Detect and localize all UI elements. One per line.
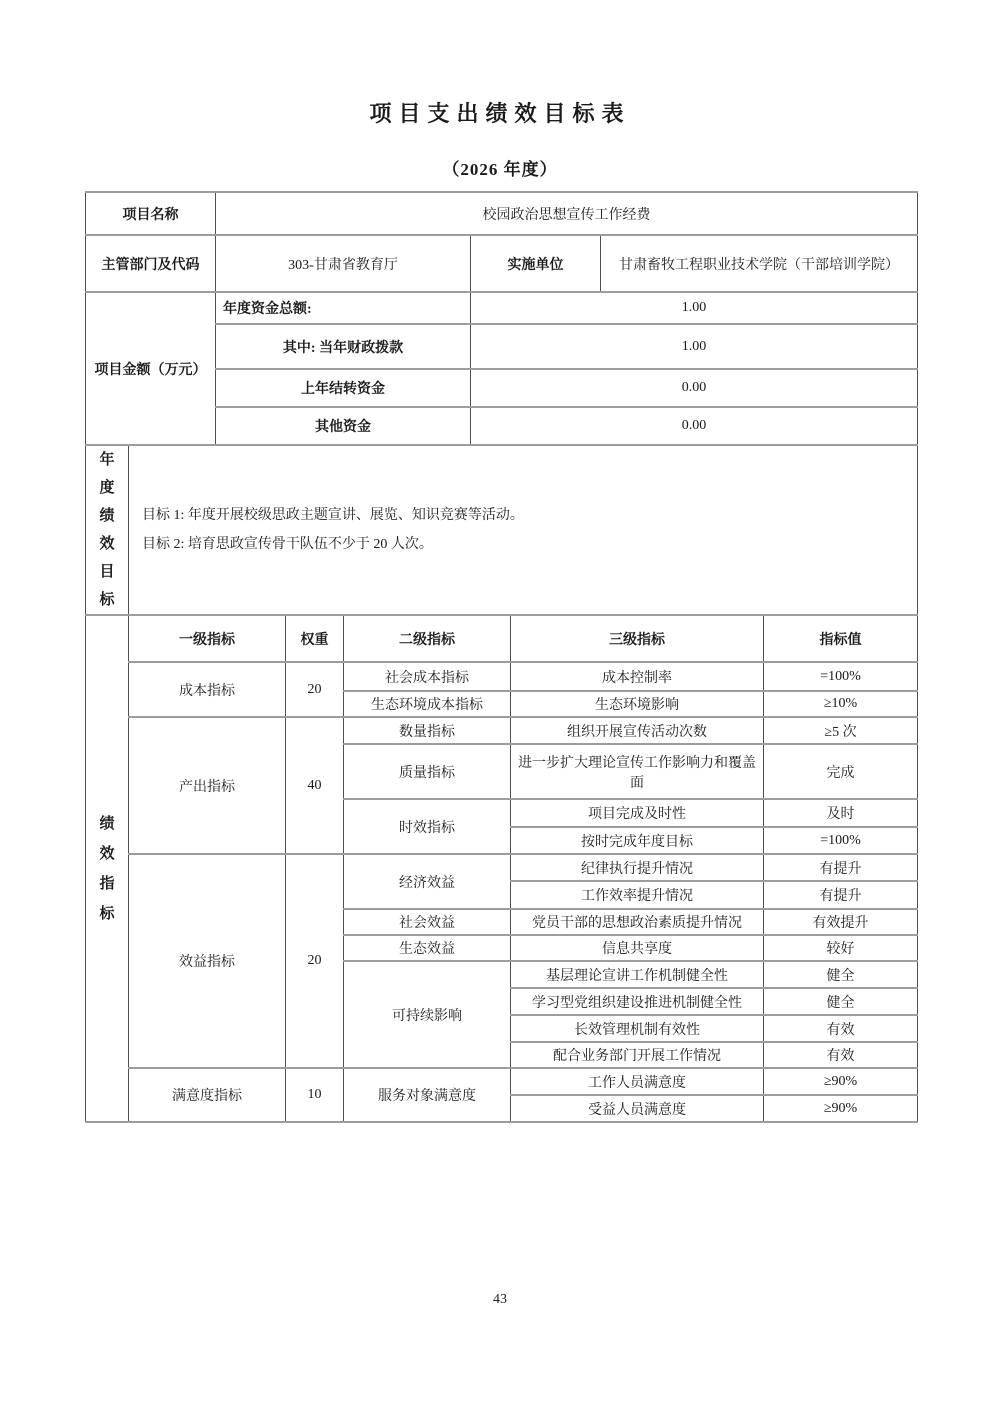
indicator-value-cell: 较好: [764, 935, 918, 961]
indicators-label-cell: [86, 615, 129, 1122]
impl-unit-value: 甘肃畜牧工程职业技术学院（干部培训学院）: [601, 235, 918, 292]
amount-row-label: 上年结转资金: [216, 369, 471, 407]
header-level3: 三级指标: [511, 615, 764, 662]
indicator-value-cell: 有效: [764, 1042, 918, 1068]
amount-row-label: 年度资金总额:: [216, 292, 471, 324]
impl-unit-label: 实施单位: [471, 235, 601, 292]
project-name-value: 校园政治思想宣传工作经费: [216, 192, 918, 235]
indicator-l2-cell: 生态环境成本指标: [344, 691, 511, 717]
indicator-weight-cell: 20: [286, 662, 344, 717]
indicator-l2-cell: 可持续影响: [344, 961, 511, 1068]
indicator-l1-cell: 成本指标: [129, 662, 286, 717]
annual-goals-label-cell: [86, 445, 129, 615]
indicator-l2-cell: 服务对象满意度: [344, 1068, 511, 1122]
annual-goals-table: [85, 444, 918, 616]
amount-row-value: 1.00: [471, 292, 918, 324]
indicator-value-cell: ≥10%: [764, 691, 918, 717]
indicator-l3-cell: 受益人员满意度: [511, 1095, 764, 1122]
goal-line: 目标 1: 年度开展校级思政主题宣讲、展览、知识竞赛等活动。: [142, 508, 524, 523]
indicator-l3-cell: 工作人员满意度: [511, 1068, 764, 1095]
indicator-value-cell: 有效: [764, 1015, 918, 1042]
project-info-table: [85, 191, 918, 446]
indicator-value-cell: 有效提升: [764, 909, 918, 935]
indicator-value-cell: ≥5 次: [764, 717, 918, 744]
table-row: [86, 235, 918, 292]
header-level2: 二级指标: [344, 615, 511, 662]
page-title: 项目支出绩效目标表: [369, 101, 631, 126]
project-name-label: 项目名称: [86, 192, 216, 235]
indicator-l1-cell: 效益指标: [129, 854, 286, 1068]
indicator-l1-cell: 产出指标: [129, 717, 286, 854]
indicator-l3-cell: 生态环境影响: [511, 691, 764, 717]
amount-row-value: 0.00: [471, 369, 918, 407]
indicator-value-cell: 健全: [764, 961, 918, 988]
indicator-weight-cell: 20: [286, 854, 344, 1068]
amount-row-label: 其中: 当年财政拨款: [216, 324, 471, 369]
table-row: [86, 854, 918, 881]
indicator-l3-cell: 项目完成及时性: [511, 799, 764, 827]
indicator-value-cell: =100%: [764, 662, 918, 691]
indicators-table: [85, 614, 918, 1123]
table-row: [86, 192, 918, 235]
indicator-value-cell: 及时: [764, 799, 918, 827]
indicator-l2-cell: 经济效益: [344, 854, 511, 909]
page-number: 43: [493, 1292, 507, 1307]
amount-label: 项目金额（万元）: [86, 292, 216, 445]
dept-value: 303-甘肃省教育厅: [216, 235, 471, 292]
amount-row-value: 1.00: [471, 324, 918, 369]
indicator-l3-cell: 工作效率提升情况: [511, 881, 764, 909]
indicator-value-cell: 健全: [764, 988, 918, 1015]
indicator-l3-cell: 长效管理机制有效性: [511, 1015, 764, 1042]
indicator-weight-cell: 10: [286, 1068, 344, 1122]
header-weight: 权重: [286, 615, 344, 662]
dept-label: 主管部门及代码: [86, 235, 216, 292]
indicator-value-cell: ≥90%: [764, 1068, 918, 1095]
indicator-l1-cell: 满意度指标: [129, 1068, 286, 1122]
amount-row-value: 0.00: [471, 407, 918, 445]
table-row: [86, 615, 918, 662]
table-row: [86, 1068, 918, 1095]
indicator-value-cell: 有提升: [764, 881, 918, 909]
indicator-l3-cell: 组织开展宣传活动次数: [511, 717, 764, 744]
indicator-l3-cell: 信息共享度: [511, 935, 764, 961]
indicator-value-cell: =100%: [764, 827, 918, 854]
indicator-l3-cell: 进一步扩大理论宣传工作影响力和覆盖面: [511, 744, 764, 799]
indicator-l2-cell: 生态效益: [344, 935, 511, 961]
indicator-l3-cell: 按时完成年度目标: [511, 827, 764, 854]
indicator-l2-cell: 社会成本指标: [344, 662, 511, 691]
indicators-label: 绩效指标: [99, 815, 115, 922]
indicator-l3-cell: 基层理论宣讲工作机制健全性: [511, 961, 764, 988]
annual-goals-content: [129, 445, 918, 615]
table-row: [86, 662, 918, 691]
indicator-l3-cell: 党员干部的思想政治素质提升情况: [511, 909, 764, 935]
header-level1: 一级指标: [129, 615, 286, 662]
annual-goals-label: 年度绩效目标: [99, 452, 115, 608]
indicator-l3-cell: 纪律执行提升情况: [511, 854, 764, 881]
indicator-value-cell: 有提升: [764, 854, 918, 881]
amount-row-label: 其他资金: [216, 407, 471, 445]
table-row: [86, 292, 918, 324]
indicator-l3-cell: 配合业务部门开展工作情况: [511, 1042, 764, 1068]
table-row: [86, 717, 918, 744]
indicator-l3-cell: 学习型党组织建设推进机制健全性: [511, 988, 764, 1015]
indicator-l2-cell: 社会效益: [344, 909, 511, 935]
indicator-value-cell: ≥90%: [764, 1095, 918, 1122]
page-subtitle: （2026 年度）: [442, 160, 558, 179]
indicator-weight-cell: 40: [286, 717, 344, 854]
table-row: [86, 445, 918, 615]
indicator-value-cell: 完成: [764, 744, 918, 799]
header-value: 指标值: [764, 615, 918, 662]
indicator-l3-cell: 成本控制率: [511, 662, 764, 691]
goal-line: 目标 2: 培育思政宣传骨干队伍不少于 20 人次。: [142, 537, 433, 552]
indicator-l2-cell: 数量指标: [344, 717, 511, 744]
indicator-l2-cell: 质量指标: [344, 744, 511, 799]
indicator-l2-cell: 时效指标: [344, 799, 511, 854]
